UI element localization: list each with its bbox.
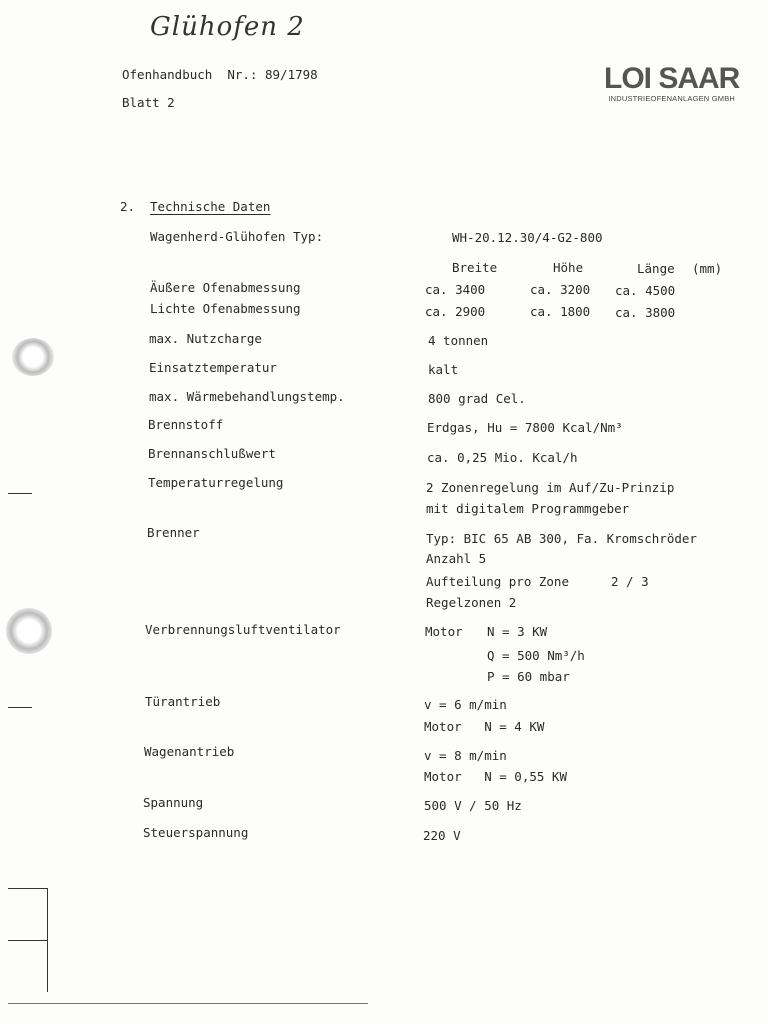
handwritten-note: Glühofen 2 [150,12,305,42]
dim-value: ca. 2900 [425,304,486,319]
spec-value: 4 tonnen [428,333,489,348]
spec-label: Verbrennungsluftventilator [145,622,341,637]
spec-value: Motor [425,624,463,639]
company-logo [604,64,739,103]
margin-mark [8,888,48,889]
spec-value: v = 8 m/min [424,748,507,763]
spec-value: Q = 500 Nm³/h [487,648,585,663]
sheet-number: Blatt 2 [122,95,175,110]
spec-label: Wagenantrieb [144,744,235,759]
spec-label: Türantrieb [145,694,221,709]
dim-header-unit: (mm) [692,261,723,276]
spec-label: Einsatztemperatur [149,360,277,375]
spec-value: Erdgas, Hu = 7800 Kcal/Nm³ [427,420,623,435]
punch-hole [12,338,54,376]
section-title: Technische Daten [150,199,271,214]
dim-value: ca. 4500 [615,283,676,298]
spec-value: mit digitalem Programmgeber [426,501,630,516]
dim-value: ca. 3200 [530,282,591,297]
spec-value: Aufteilung pro Zone [426,574,569,589]
spec-label: Spannung [143,795,204,810]
spec-value: ca. 0,25 Mio. Kcal/h [427,450,578,465]
spec-value: 800 grad Cel. [428,391,526,406]
spec-value: 500 V / 50 Hz [424,798,522,813]
spec-value: Anzahl 5 [426,551,487,566]
section-number: 2. [120,199,136,214]
spec-label: Brennstoff [148,417,224,432]
spec-value: P = 60 mbar [487,669,570,684]
type-value: WH-20.12.30/4-G2-800 [452,230,603,245]
spec-value: kalt [428,362,459,377]
dim-header-width: Breite [452,260,498,275]
dim-value: ca. 3400 [425,282,486,297]
spec-value: Motor N = 4 KW [424,719,545,734]
spec-label: Temperaturregelung [148,475,284,490]
spec-value: Typ: BIC 65 AB 300, Fa. Kromschröder [426,531,697,546]
spec-label: Lichte Ofenabmessung [150,301,301,316]
spec-label: Steuerspannung [143,825,249,840]
type-label: Wagenherd-Glühofen Typ: [150,229,324,244]
margin-mark [8,493,32,494]
dim-value: ca. 3800 [615,305,676,320]
spec-label: max. Nutzcharge [149,331,262,346]
spec-value: Regelzonen 2 [426,595,517,610]
spec-label: max. Wärmebehandlungstemp. [149,389,345,404]
spec-value: v = 6 m/min [424,697,507,712]
spec-label: Brennanschlußwert [148,446,276,461]
margin-mark [8,940,48,941]
spec-value: 2 Zonenregelung im Auf/Zu-Prinzip [426,480,675,495]
punch-hole [6,608,52,654]
margin-mark [47,888,48,992]
logo-name: LOI SAAR [604,62,740,95]
spec-value: 2 / 3 [611,574,649,589]
bottom-line [8,1003,368,1004]
dim-header-length: Länge [637,261,675,276]
logo-subtitle: INDUSTRIEOFENANLAGEN GMBH [608,94,736,103]
spec-value: N = 3 KW [487,624,548,639]
spec-label: Brenner [147,525,200,540]
spec-label: Äußere Ofenabmessung [150,280,301,295]
manual-number: Ofenhandbuch Nr.: 89/1798 [122,67,318,82]
dim-value: ca. 1800 [530,304,591,319]
spec-value: Motor N = 0,55 KW [424,769,567,784]
spec-value: 220 V [423,828,461,843]
dim-header-height: Höhe [553,260,584,275]
margin-mark [8,707,32,708]
